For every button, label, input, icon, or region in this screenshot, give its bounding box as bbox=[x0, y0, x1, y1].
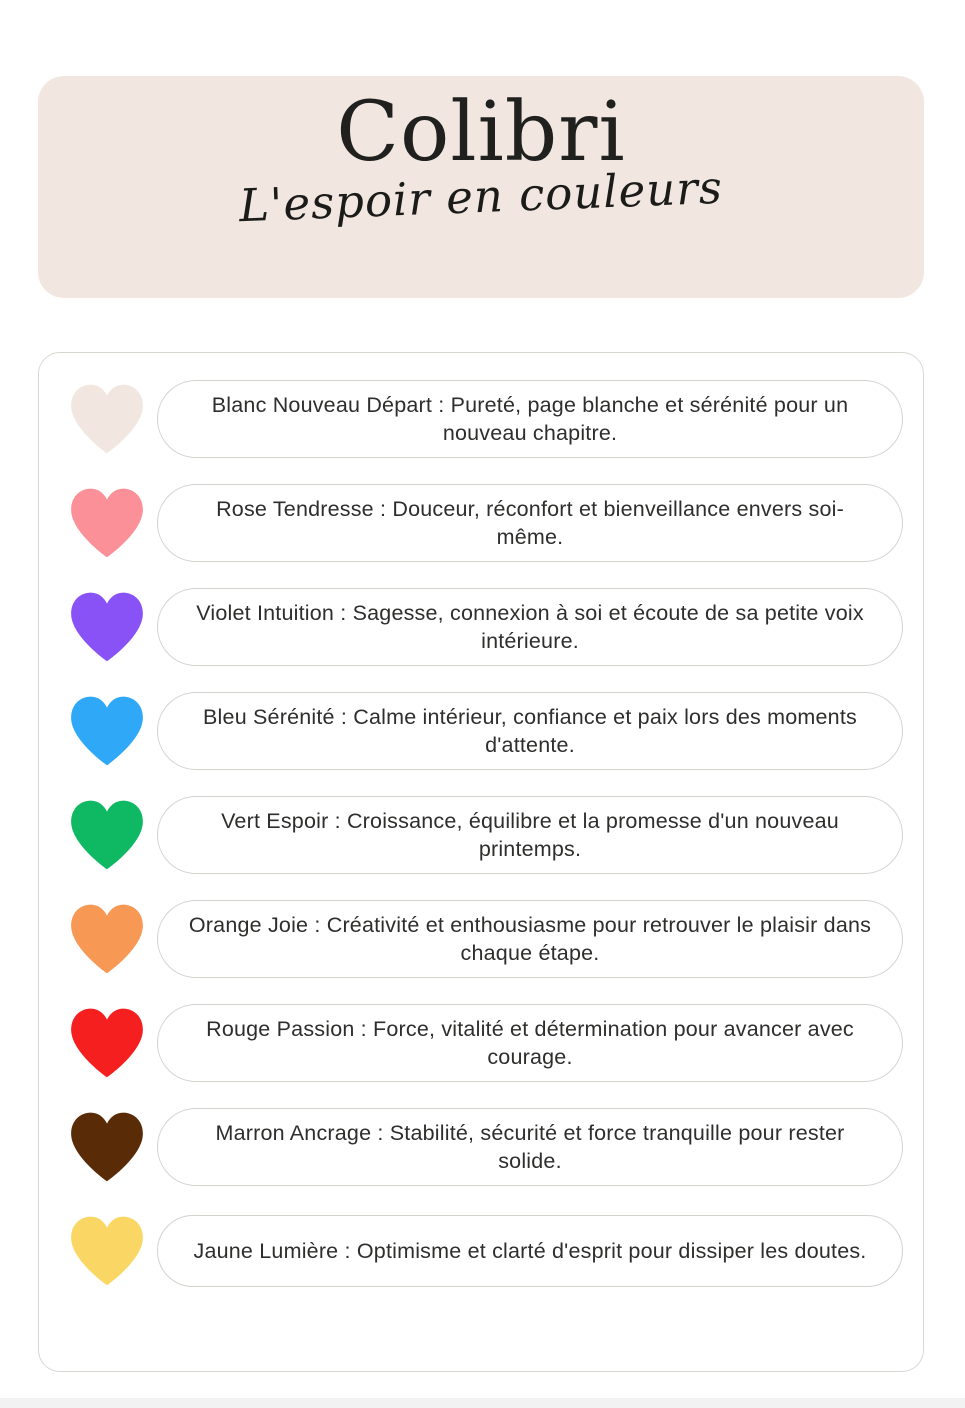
page-subtitle: L'espoir en couleurs bbox=[238, 160, 724, 233]
meaning-text: Orange Joie : Créativité et enthousiasme pour retrouver le plaisir dans chaque étape. bbox=[188, 912, 872, 965]
color-meanings-card bbox=[38, 352, 924, 1372]
heart-icon bbox=[68, 1215, 146, 1287]
meaning-pill bbox=[157, 1004, 903, 1083]
heart-icon bbox=[68, 383, 146, 455]
meaning-text: Marron Ancrage : Stabilité, sécurité et force tranquille pour rester solide. bbox=[215, 1120, 845, 1173]
meaning-text: Jaune Lumière : Optimisme et clarté d'esprit pour dissiper les doutes. bbox=[193, 1238, 867, 1263]
heart-swatch-bleu-serenite bbox=[57, 695, 157, 767]
heart-icon bbox=[68, 1111, 146, 1183]
meaning-text: Blanc Nouveau Départ : Pureté, page blanche et sérénité pour un nouveau chapitre. bbox=[211, 392, 849, 445]
meaning-pill bbox=[157, 796, 903, 875]
meaning-text: Violet Intuition : Sagesse, connexion à soi et écoute de sa petite voix intérieure. bbox=[196, 600, 864, 653]
meaning-pill bbox=[157, 484, 903, 563]
heart-icon bbox=[68, 1007, 146, 1079]
list-item bbox=[57, 891, 903, 987]
heart-icon bbox=[68, 903, 146, 975]
meaning-text: Rouge Passion : Force, vitalité et détermination pour avancer avec courage. bbox=[206, 1016, 854, 1069]
page-title: Colibri bbox=[336, 85, 626, 180]
meaning-text: Vert Espoir : Croissance, équilibre et la promesse d'un nouveau printemps. bbox=[221, 808, 839, 861]
heart-swatch-jaune-lumiere bbox=[57, 1215, 157, 1287]
heart-swatch-rouge-passion bbox=[57, 1007, 157, 1079]
heart-swatch-vert-espoir bbox=[57, 799, 157, 871]
list-item bbox=[57, 1099, 903, 1195]
color-meanings-list bbox=[57, 371, 903, 1299]
meaning-pill bbox=[157, 1215, 903, 1287]
meaning-pill bbox=[157, 588, 903, 667]
meaning-pill bbox=[157, 900, 903, 979]
meaning-text: Rose Tendresse : Douceur, réconfort et bienveillance envers soi-même. bbox=[216, 496, 844, 549]
heart-swatch-violet-intuition bbox=[57, 591, 157, 663]
heart-icon bbox=[68, 487, 146, 559]
heart-icon bbox=[68, 799, 146, 871]
list-item bbox=[57, 787, 903, 883]
heart-swatch-marron-ancrage bbox=[57, 1111, 157, 1183]
bottom-strip bbox=[0, 1398, 965, 1408]
meaning-pill bbox=[157, 380, 903, 459]
meaning-pill bbox=[157, 1108, 903, 1187]
heart-icon bbox=[68, 591, 146, 663]
list-item bbox=[57, 475, 903, 571]
heart-icon bbox=[68, 695, 146, 767]
meaning-pill bbox=[157, 692, 903, 771]
heart-swatch-orange-joie bbox=[57, 903, 157, 975]
heart-swatch-rose-tendresse bbox=[57, 487, 157, 559]
list-item bbox=[57, 1203, 903, 1299]
meaning-text: Bleu Sérénité : Calme intérieur, confiance et paix lors des moments d'attente. bbox=[203, 704, 857, 757]
heart-swatch-blanc-nouveau-depart bbox=[57, 383, 157, 455]
list-item bbox=[57, 371, 903, 467]
list-item bbox=[57, 683, 903, 779]
header-banner bbox=[38, 76, 924, 298]
list-item bbox=[57, 579, 903, 675]
list-item bbox=[57, 995, 903, 1091]
